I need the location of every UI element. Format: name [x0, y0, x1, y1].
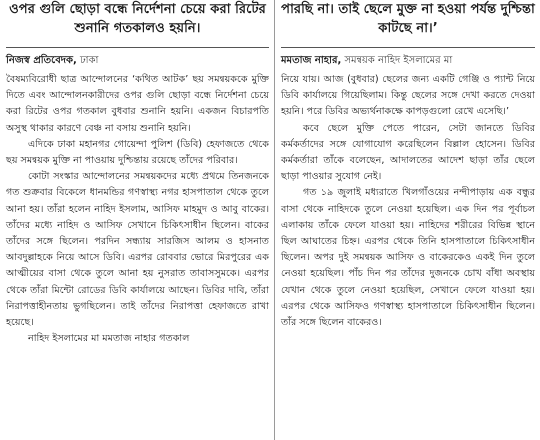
byline-name: নিজস্ব প্রতিবেদক, [6, 55, 77, 66]
paragraph: এদিকে ঢাকা মহানগর গোয়েন্দা পুলিশ (ডিবি) হেফাজতে থেকে ছয় সমন্বয়ক মুক্তি না পাওয়ায় দুশ্চিন্তায় রয়েছে তাঁদের পরিবার। [6, 138, 269, 167]
headline: ওপর গুলি ছোড়া বন্ধে নির্দেশনা চেয়ে করা রিটের শুনানি গতকালও হয়নি। [9, 2, 266, 36]
article-body-right [281, 72, 535, 331]
byline [6, 53, 269, 69]
paragraph: কবে ছেলে মুক্তি পেতে পারেন, সেটা জানতে ডিবির কর্মকর্তাদের সঙ্গে যোগাযোগ করেছিলেন বিল্লাল হোসেন। ডিবির কর্মকর্তারা তাঁকে বলেছেন, আদালতের আদেশ ছাড়া তাঁর ছেলে ছাড়া পাওয়ার সুযোগ নেই। [281, 122, 535, 183]
article-body-left [6, 72, 269, 347]
byline-place: ঢাকা [80, 55, 99, 66]
pull-quote: পারছি না। তাই ছেলে মুক্ত না হওয়া পর্যন্ত দুশ্চিন্তা কাটছে না।’ [281, 2, 535, 36]
quote-rule [281, 47, 535, 48]
paragraph: নিয়ে যায়। আজ (বুধবার) ছেলের জন্য একটি গেঞ্জি ও প্যান্ট নিয়ে ডিবি কার্যালয়ে গিয়েছিলাম। কিন্তু ছেলের সঙ্গে দেখা করতে দেওয়া হয়নি। পরে ডিবির অভ্যর্থনাকক্ষে কাপড়গুলো রেখে এসেছি।’ [281, 74, 535, 118]
right-column [281, 0, 535, 331]
left-column [6, 0, 269, 347]
paragraph: বৈষম্যবিরোধী ছাত্র আন্দোলনের ‘কথিত আটক’ ছয় সমন্বয়ককে মুক্তি দিতে এবং আন্দোলনকারীদের ওপর গুলি ছোড়া বন্ধে নির্দেশনা চেয়ে করা রিটের ওপর গতকাল বুধবার শুনানি হয়নি। একজন বিচারপতি অসুস্থ থাকার কারণে বেঞ্চ না বসায় শুনানি হয়নি। [6, 74, 269, 134]
attribution-name: মমতাজ নাহার, [281, 55, 342, 66]
paragraph: গত ১৯ জুলাই মধ্যরাতে খিলগাঁওয়ের নন্দীপাড়ায় এক বন্ধুর বাসা থেকে নাহিদকে তুলে নেওয়া হয়েছিল। এক দিন পর পূর্বাচল এলাকায় তাঁকে ফেলে যাওয়া হয়। নাহিদের শরীরের বিভিন্ন স্থানে ছিল আঘাতের চিহ্ন। এরপর থেকে তিনি হাসপাতালে চিকিৎসাধীন ছিলেন। অপর দুই সমন্বয়ক আসিফ ও বাকেরকেও একই দিন তুলে নেওয়া হয়েছিল। পাঁচ দিন পর তাঁদের দুজনকে চোখ বাঁধা অবস্থায় যেখান থেকে তুলে নেওয়া হয়েছিল, সেখানে ফেলে যাওয়া হয়। এরপর থেকে আসিফও গণস্বাস্থ্য হাসপাতালে চিকিৎসাধীন ছিলেন। তাঁর সঙ্গে ছিলেন বাকেরও। [281, 187, 535, 329]
headline-rule [6, 47, 269, 48]
attribution-role: সমন্বয়ক নাহিদ ইসলামের মা [344, 55, 453, 66]
quote-attribution [281, 53, 535, 69]
paragraph: নাহিদ ইসলামের মা মমতাজ নাহার গতকাল [28, 333, 190, 345]
paragraph: কোটা সংস্কার আন্দোলনের সমন্বয়কদের মধ্যে প্রথমে তিনজনকে গত শুক্রবার বিকেলে ধানমন্ডির গণস্বাস্থ্য নগর হাসপাতাল থেকে তুলে আনা হয়। তাঁরা হলেন নাহিদ ইসলাম, আসিফ মাহমুদ ও আবু বাকের। তাঁদের মধ্যে নাহিদ ও আসিফ সেখানে চিকিৎসাধীন ছিলেন। বাকের তাঁদের সঙ্গে ছিলেন। পরদিন সন্ধ্যায় সারজিস আলম ও হাসনাত আবদুল্লাহকে নিয়ে আসে ডিবি। এরপর রোববার ভোরে মিরপুরের এক আত্মীয়ের বাসা থেকে তুলে আনা হয় নুসরাত তাবাসসুমকে। এরপর থেকে তাঁরা মিন্টো রোডের ডিবি কার্যালয়ে আছেন। ডিবির দাবি, তাঁরা নিরাপত্তাহীনতায় ভুগছিলেন। তাই তাঁদের নিরাপত্তা হেফাজতে রাখা হয়েছে। [6, 171, 269, 329]
column-divider [274, 0, 275, 440]
